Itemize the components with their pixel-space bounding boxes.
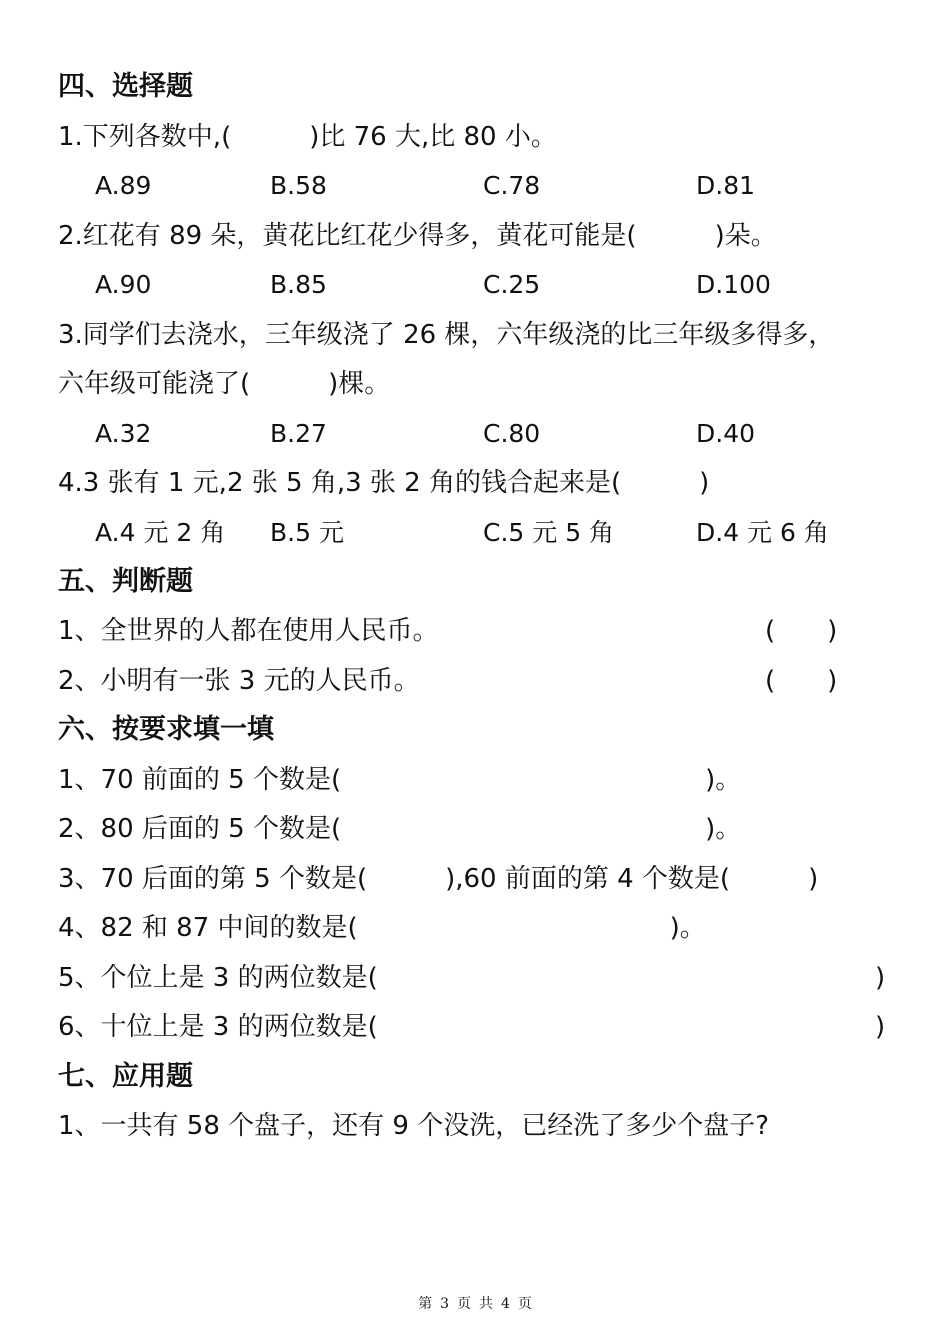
fill-item-6: 6、十位上是 3 的两位数是(: [58, 1012, 378, 1042]
fill-item-3: 3、70 后面的第 5 个数是( ),60 前面的第 4 个数是( ): [58, 864, 819, 894]
q3-option-c[interactable]: C.80: [483, 419, 541, 448]
q2-option-d[interactable]: D.100: [696, 270, 771, 299]
q1-option-d[interactable]: D.81: [696, 171, 756, 200]
question-2: 2.红花有 89 朵，黄花比红花少得多，黄花可能是( )朵。: [58, 221, 777, 251]
q3-option-d[interactable]: D.40: [696, 419, 756, 448]
section-7-title: 七、应用题: [58, 1061, 193, 1092]
fill-item-6-close: ): [875, 1012, 886, 1042]
q2-option-b[interactable]: B.85: [270, 270, 327, 299]
footer-label-3: 共: [479, 1296, 493, 1312]
question-1: 1.下列各数中,( )比 76 大,比 80 小。: [58, 122, 557, 152]
page-number: 3: [440, 1296, 449, 1312]
q2-option-c[interactable]: C.25: [483, 270, 541, 299]
page-footer: [0, 1293, 950, 1313]
q3-option-a[interactable]: A.32: [95, 419, 152, 448]
fill-item-2: 2、80 后面的 5 个数是( )。: [58, 814, 742, 844]
q3-option-b[interactable]: B.27: [270, 419, 327, 448]
section-5-title: 五、判断题: [58, 566, 193, 597]
judge-item-2: 2、小明有一张 3 元的人民币。: [58, 666, 420, 696]
section-6-title: 六、按要求填一填: [58, 714, 274, 745]
q4-option-c[interactable]: C.5 元 5 角: [483, 518, 615, 547]
footer-label-2: 页: [457, 1296, 471, 1312]
q1-option-c[interactable]: C.78: [483, 171, 541, 200]
question-4: 4.3 张有 1 元,2 张 5 角,3 张 2 角的钱合起来是( ): [58, 468, 710, 498]
fill-item-1: 1、70 前面的 5 个数是( )。: [58, 765, 742, 795]
q1-option-a[interactable]: A.89: [95, 171, 152, 200]
footer-label-1: 第: [418, 1296, 433, 1312]
total-pages: 4: [501, 1296, 510, 1312]
fill-item-5: 5、个位上是 3 的两位数是(: [58, 963, 378, 993]
section-4-title: 四、选择题: [58, 71, 193, 102]
footer-label-4: 页: [517, 1296, 532, 1312]
q4-option-a[interactable]: A.4 元 2 角: [95, 518, 226, 547]
q1-option-b[interactable]: B.58: [270, 171, 327, 200]
fill-item-4: 4、82 和 87 中间的数是( )。: [58, 913, 706, 943]
question-3: 3.同学们去浇水，三年级浇了 26 棵，六年级浇的比三年级多得多，: [58, 320, 835, 350]
question-3-cont: 六年级可能浇了( )棵。: [58, 369, 391, 399]
fill-item-5-close: ): [875, 963, 886, 993]
judge-item-2-answer[interactable]: ( ): [765, 666, 838, 696]
judge-item-1: 1、全世界的人都在使用人民币。: [58, 616, 439, 646]
judge-item-1-answer[interactable]: ( ): [765, 616, 838, 646]
q2-option-a[interactable]: A.90: [95, 270, 152, 299]
q4-option-d[interactable]: D.4 元 6 角: [696, 518, 829, 547]
q4-option-b[interactable]: B.5 元: [270, 518, 344, 547]
application-question-1: 1、一共有 58 个盘子，还有 9 个没洗，已经洗了多少个盘子?: [58, 1111, 770, 1141]
